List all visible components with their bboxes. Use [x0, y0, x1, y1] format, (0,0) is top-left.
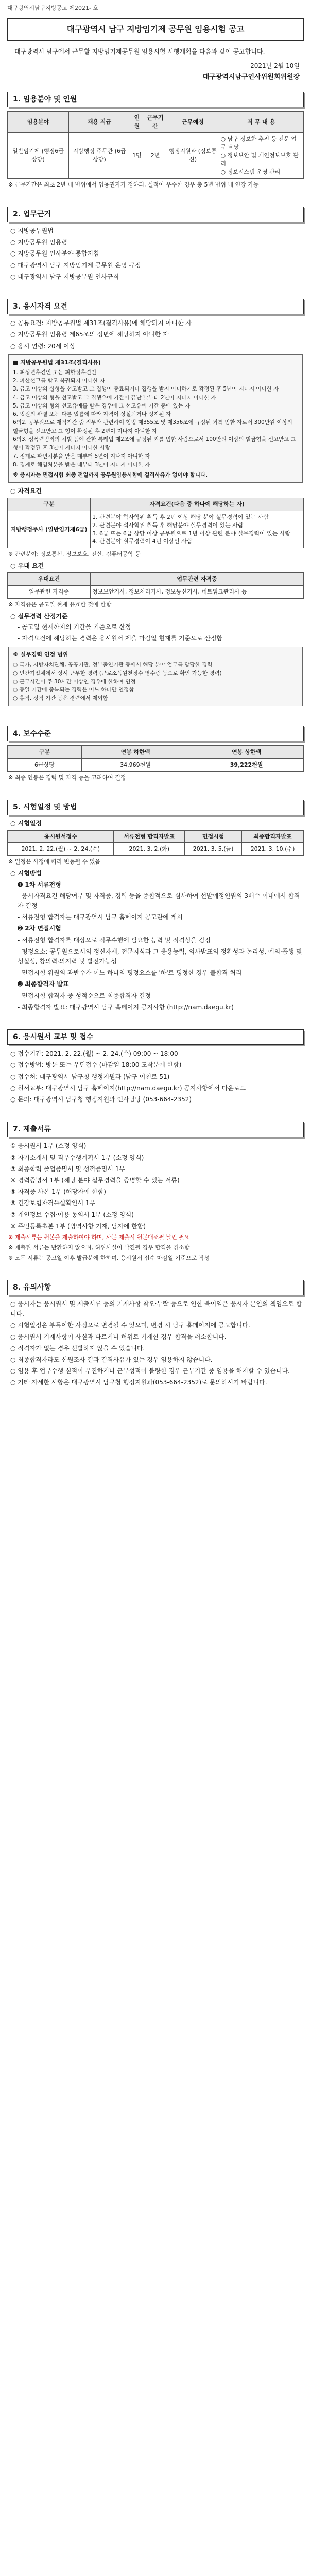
table-cell: 2021. 2. 22.(월) ~ 2. 24.(수) — [8, 843, 114, 856]
table-row — [8, 133, 304, 179]
table-header: 임용분야 — [8, 112, 69, 133]
list-item: ○ 기타 자세한 사항은 대구광역시 남구청 행정지원과(053-664-2352)로 문의하시기 바랍니다. — [10, 1379, 267, 1386]
list-item: ○ 지방공무원 임용령 제65조의 정년에 해당하지 아니한 자 — [10, 331, 169, 338]
list-item: ○ 민간기업체에서 상시 근무한 경력 (근로소득원천징수 영수증 등으로 확인 가능한 경력) — [13, 670, 222, 676]
table-header: 자격요건(다음 중 하나에 해당하는 자) — [91, 498, 304, 511]
career-calc-subtitle: ○ 실무경력 산정기준 — [10, 612, 68, 620]
schedule-note: ※ 일정은 사정에 따라 변동될 수 있음 — [8, 858, 100, 866]
list-item: ① 응시원서 1부 (소정 양식) — [10, 1142, 87, 1150]
section-1-header — [7, 92, 304, 107]
documents-note: ※ 모든 서류는 공고일 이후 발급분에 한하며, 응시원서 접수 마감일 기준으로 작성 — [8, 1254, 210, 1261]
section-6-header — [7, 1029, 304, 1045]
table-cell: 업무관련 자격증 — [8, 585, 91, 598]
list-item: 4. 금고 이상의 형을 선고받고 그 집행유예 기간이 끝난 날부터 2년이 지나지 아니한 자 — [13, 394, 216, 401]
list-item: ○ 휴직, 정직 기간 등은 경력에서 제외함 — [13, 695, 108, 702]
list-item: 6의2. 공무원으로 재직기간 중 직무와 관련하여 형법 제355조 및 제356조에 규정된 죄를 범한 자로서 300만원 이상의 벌금형을 선고받고 그 형이 확정된 후 2년이 지나지 아니한 자 — [13, 419, 292, 434]
list-item: ○ 지방공무원 임용령 — [10, 239, 67, 246]
section-title: 2. 업무근거 — [7, 207, 304, 222]
list-item: ○ 지방공무원법 — [10, 227, 54, 235]
list-item: ⑥ 건강보험자격득실확인서 1부 — [10, 1199, 96, 1207]
box-title: ※ 실무경력 인정 범위 — [13, 651, 68, 658]
table-header: 구분 — [8, 498, 91, 511]
organization-name: 대구광역시남구인사위원회위원장 — [202, 73, 300, 81]
table-cell: 2021. 3. 10.(수) — [242, 843, 304, 856]
method-title: ➌ 최종합격자 발표 — [18, 980, 69, 988]
table-cell: 39,222천원 — [189, 758, 304, 771]
box-footnote: ※ 응시자는 면접시험 최종 전일까지 공무원임용시험에 결격사유가 없어야 합니다. — [13, 472, 208, 479]
method-title: ➊ 1차 서류전형 — [18, 880, 61, 888]
application-list — [10, 1049, 304, 1105]
table-cell: 6급상당 — [8, 758, 82, 771]
list-item: ○ 응시 연령: 20세 이상 — [10, 342, 76, 350]
section-3-header — [7, 299, 304, 314]
list-item: ② 자기소개서 및 직무수행계획서 1부 (소정 양식) — [10, 1154, 144, 1161]
list-item: 6의3. 성폭력범죄의 처벌 등에 관한 특례법 제2조에 규정된 죄를 범한 사람으로서 100만원 이상의 벌금형을 선고받고 그 형이 확정된 후 3년이 지나지 아니한 사람 — [13, 436, 296, 451]
table-header: 근무예정 — [167, 112, 219, 133]
list-item: ⑤ 자격증 사본 1부 (해당자에 한함) — [10, 1188, 106, 1196]
section-7-header — [7, 1122, 304, 1137]
section-title: 7. 제출서류 — [7, 1122, 304, 1137]
list-item: - 자격요건에 해당하는 경력은 응시원서 제출 마감일 현재를 기준으로 산정함 — [18, 635, 223, 642]
method-1 — [10, 880, 304, 923]
list-item: ○ 지방공무원 인사분야 통합지침 — [10, 250, 99, 258]
list-item: ○ 응시원서 기재사항이 사실과 다르거나 허위로 기재한 경우 합격을 취소합니다. — [10, 1333, 227, 1341]
list-item: ⑦ 개인정보 수집·이용 동의서 1부 (소정 양식) — [10, 1211, 134, 1218]
table-header: 서류전형 합격자발표 — [114, 830, 185, 843]
list-item: ○ 시험일정은 부득이한 사정으로 변경될 수 있으며, 변경 시 남구 홈페이지에 공고합니다. — [10, 1321, 250, 1329]
salary-note: ※ 최종 연봉은 경력 및 자격 등을 고려하여 결정 — [8, 774, 126, 781]
list-item: - 공고일 현재까지의 기간을 기준으로 산정 — [18, 623, 131, 631]
list-item: ○ 근무시간이 주 30시간 이상인 경우에 한하여 인정 — [13, 678, 136, 685]
section-title: 3. 응시자격 요건 — [7, 299, 304, 314]
list-item: 3. 금고 이상의 실형을 선고받고 그 집행이 종료되거나 집행을 받지 아니하기로 확정된 후 5년이 지나지 아니한 자 — [13, 386, 279, 393]
list-item: ○ 대구광역시 남구 지방임기제 공무원 운영 규정 — [10, 261, 141, 269]
list-item: ○ 공통요건: 지방공무원법 제31조(결격사유)에 해당되지 아니한 자 — [10, 319, 192, 327]
schedule-table — [7, 830, 304, 856]
list-item: 8. 징계로 해임처분을 받은 때부터 3년이 지나지 아니한 자 — [13, 461, 150, 468]
table-header: 업무관련 자격증 — [91, 572, 304, 585]
section-title: 1. 임용분야 및 인원 — [7, 92, 304, 107]
salary-table — [7, 745, 304, 772]
schedule-subtitle: ○ 시험일정 — [10, 820, 42, 827]
table-row — [8, 585, 304, 598]
documents-note: ※ 제출된 서류는 반환하지 않으며, 허위사실이 발견될 경우 합격을 취소함 — [8, 1244, 190, 1251]
list-item: - 평정요소: 공무원으로서의 정신자세, 전문지식과 그 응용능력, 의사발표의 정확성과 논리성, 예의·품행 및 성실성, 창의력·의지력 및 발전가능성 — [18, 947, 302, 965]
table-cell: 행정지원과 (정보통신) — [167, 133, 219, 179]
list-item: ○ 접수방법: 방문 또는 우편접수 (마감일 18:00 도착분에 한함) — [10, 1061, 182, 1069]
table-header: 연봉 상한액 — [189, 746, 304, 759]
career-scope-box — [8, 647, 303, 706]
table-cell: 34,969천원 — [81, 758, 189, 771]
list-item: - 최종합격자 발표: 대구광역시 남구 홈페이지 공지사항 (http://nam.daegu.kr) — [18, 1003, 234, 1011]
table-header: 인원 — [130, 112, 144, 133]
list-item: ③ 최종학력 졸업증명서 및 성적증명서 1부 — [10, 1165, 125, 1173]
table-header: 연봉 하한액 — [81, 746, 189, 759]
preference-subtitle: ○ 우대 요건 — [10, 562, 44, 570]
legal-basis-list — [10, 226, 304, 282]
table-header: 응시원서접수 — [8, 830, 114, 843]
method-3 — [10, 979, 304, 1012]
section-4-header — [7, 726, 304, 741]
table-cell: 1명 — [130, 133, 144, 179]
list-item: - 면접시험 위원의 과반수가 어느 하나의 평정요소를 '하'로 평정한 경우 불합격 처리 — [18, 969, 242, 977]
section-title: 5. 시험일정 및 방법 — [7, 800, 304, 815]
notice-list — [10, 1299, 304, 1388]
table-cell: 1. 관련분야 학사학위 취득 후 2년 이상 해당 분야 실무경력이 있는 사람 2. 관련분야 석사학위 취득 후 해당분야 실무경력이 있는 사람 3. 6급 또는 6급 상당 이상 공무원으로 1년 이상 관련 분야 실무경력이 있는 사람 4. 관련분야 실무경력이 4년 이상인 사람 — [91, 511, 304, 548]
list-item: 7. 징계로 파면처분을 받은 때부터 5년이 지나지 아니한 자 — [13, 453, 150, 460]
publication-number: 대구광역시남구지방공고 제2021- 호 — [7, 5, 99, 11]
list-item: 6. 법원의 판결 또는 다른 법률에 따라 자격이 상실되거나 정지된 자 — [13, 411, 171, 418]
table-header: 직 무 내 용 — [219, 112, 303, 133]
list-item: ○ 대구광역시 남구 지방공무원 인사규칙 — [10, 273, 119, 280]
list-item: ○ 동일 기간에 중복되는 경력은 어느 하나만 인정함 — [13, 687, 134, 693]
section-title: 8. 유의사항 — [7, 1280, 304, 1295]
list-item: - 면접시험 합격자 중 성적순으로 최종합격자 결정 — [18, 992, 151, 999]
eligibility-list — [10, 318, 304, 351]
list-item: ○ 문의: 대구광역시 남구청 행정지원과 인사담당 (053-664-2352) — [10, 1096, 192, 1103]
list-item: 2. 파산선고를 받고 복권되지 아니한 자 — [13, 378, 105, 384]
career-calc-list — [10, 622, 304, 643]
method-title: ➋ 2차 면접시험 — [18, 925, 61, 933]
list-item: ④ 경력증명서 1부 (해당 분야 실무경력을 증명할 수 있는 서류) — [10, 1177, 180, 1184]
preference-note: ※ 자격증은 공고일 현재 유효한 것에 한함 — [8, 601, 112, 608]
method-subtitle: ○ 시험방법 — [10, 870, 42, 877]
table-cell: 2021. 3. 2.(화) — [114, 843, 185, 856]
recruitment-table — [7, 111, 304, 179]
table-header: 근무기간 — [144, 112, 167, 133]
qualification-note: ※ 관련분야: 정보통신, 정보보호, 전산, 컴퓨터공학 등 — [8, 551, 141, 558]
announcement-date: 2021년 2월 10일 — [250, 62, 300, 70]
method-2 — [10, 924, 304, 978]
table-row — [8, 843, 304, 856]
list-item: ○ 임용 후 업무수행 실적이 부진하거나 근무성적이 불량한 경우 근무기간 중 임용을 해지할 수 있습니다. — [10, 1367, 290, 1375]
table-cell: 2년 — [144, 133, 167, 179]
table-cell: ○ 남구 정보화 추진 등 전문 업무 담당 ○ 정보보안 및 개인정보보호 관리 ○ 정보시스템 운영 관리 — [219, 133, 303, 179]
list-item: - 서류전형 합격자를 대상으로 직무수행에 필요한 능력 및 적격성을 검정 — [18, 936, 211, 944]
table-header: 채용 직급 — [69, 112, 130, 133]
box-title: ■ 지방공무원법 제31조(결격사유) — [13, 359, 101, 366]
intro-text: 대구광역시 남구에서 근무할 지방임기제공무원 임용시험 시행계획을 다음과 같이 공고합니다. — [14, 48, 265, 56]
list-item: 1. 피성년후견인 또는 피한정후견인 — [13, 369, 97, 376]
table-cell: 정보보안기사, 정보처리기사, 정보통신기사, 네트워크관리사 등 — [91, 585, 304, 598]
list-item: - 응시자격요건 해당여부 및 자격증, 경력 등을 종합적으로 심사하여 선발예정인원의 3배수 이내에서 합격자 결정 — [18, 892, 300, 910]
page-title: 대구광역시 남구 지방임기제 공무원 임용시험 공고 — [7, 18, 304, 41]
list-item: ○ 적격자가 없는 경우 선발하지 않을 수 있습니다. — [10, 1344, 145, 1352]
preference-table — [7, 572, 304, 599]
section-2-header — [7, 207, 304, 222]
table-note: ※ 근무기간은 최초 2년 내 범위에서 임용권자가 정하되, 실적이 우수한 경우 총 5년 범위 내 연장 가능 — [8, 181, 259, 188]
section-8-header — [7, 1280, 304, 1295]
qualification-subtitle: ○ 자격요건 — [10, 487, 42, 495]
list-item: ○ 접수처: 대구광역시 남구청 행정지원과 (남구 이천로 51) — [10, 1073, 170, 1080]
list-item: ○ 국가, 지방자치단체, 공공기관, 정부출연기관 등에서 해당 분야 업무를 담당한 경력 — [13, 662, 213, 668]
section-title: 4. 보수수준 — [7, 726, 304, 741]
table-cell: 지방행정주사 (일반임기제6급) — [8, 511, 91, 548]
table-header: 우대요건 — [8, 572, 91, 585]
table-header: 최종합격자발표 — [242, 830, 304, 843]
documents-list — [10, 1141, 304, 1231]
list-item: - 서류전형 합격자는 대구광역시 남구 홈페이지 공고란에 게시 — [18, 913, 183, 921]
disqualification-box — [8, 354, 303, 483]
documents-note: ※ 제출서류는 원본을 제출하여야 하며, 사본 제출시 원본대조필 날인 필요 — [8, 1233, 190, 1241]
list-item: ○ 최종합격자라도 신원조사 결과 결격사유가 있는 경우 임용하지 않습니다. — [10, 1356, 213, 1364]
qualification-table — [7, 498, 304, 549]
list-item: ○ 원서교부: 대구광역시 남구 홈페이지(http://nam.daegu.kr) 공지사항에서 다운로드 — [10, 1084, 246, 1092]
table-row — [8, 511, 304, 548]
table-row — [8, 758, 304, 771]
table-header: 구분 — [8, 746, 82, 759]
table-header: 면접시험 — [185, 830, 242, 843]
list-item: 5. 금고 이상의 형의 선고유예를 받은 경우에 그 선고유예 기간 중에 있는 자 — [13, 402, 191, 409]
list-item: ⑧ 주민등록초본 1부 (병역사항 기재, 남자에 한함) — [10, 1222, 146, 1230]
table-cell: 2021. 3. 5.(금) — [185, 843, 242, 856]
table-cell: 일반임기제 (행정6급 상당) — [8, 133, 69, 179]
list-item: ○ 접수기간: 2021. 2. 22.(월) ~ 2. 24.(수) 09:00 ~ 18:00 — [10, 1050, 178, 1058]
list-item: ○ 응시자는 응시원서 및 제출서류 등의 기재사항 착오·누락 등으로 인한 불이익은 응시자 본인의 책임으로 합니다. — [10, 1300, 302, 1318]
table-cell: 지방행정 주무관 (6급상당) — [69, 133, 130, 179]
section-5-header — [7, 800, 304, 815]
section-title: 6. 응시원서 교부 및 접수 — [7, 1029, 304, 1045]
